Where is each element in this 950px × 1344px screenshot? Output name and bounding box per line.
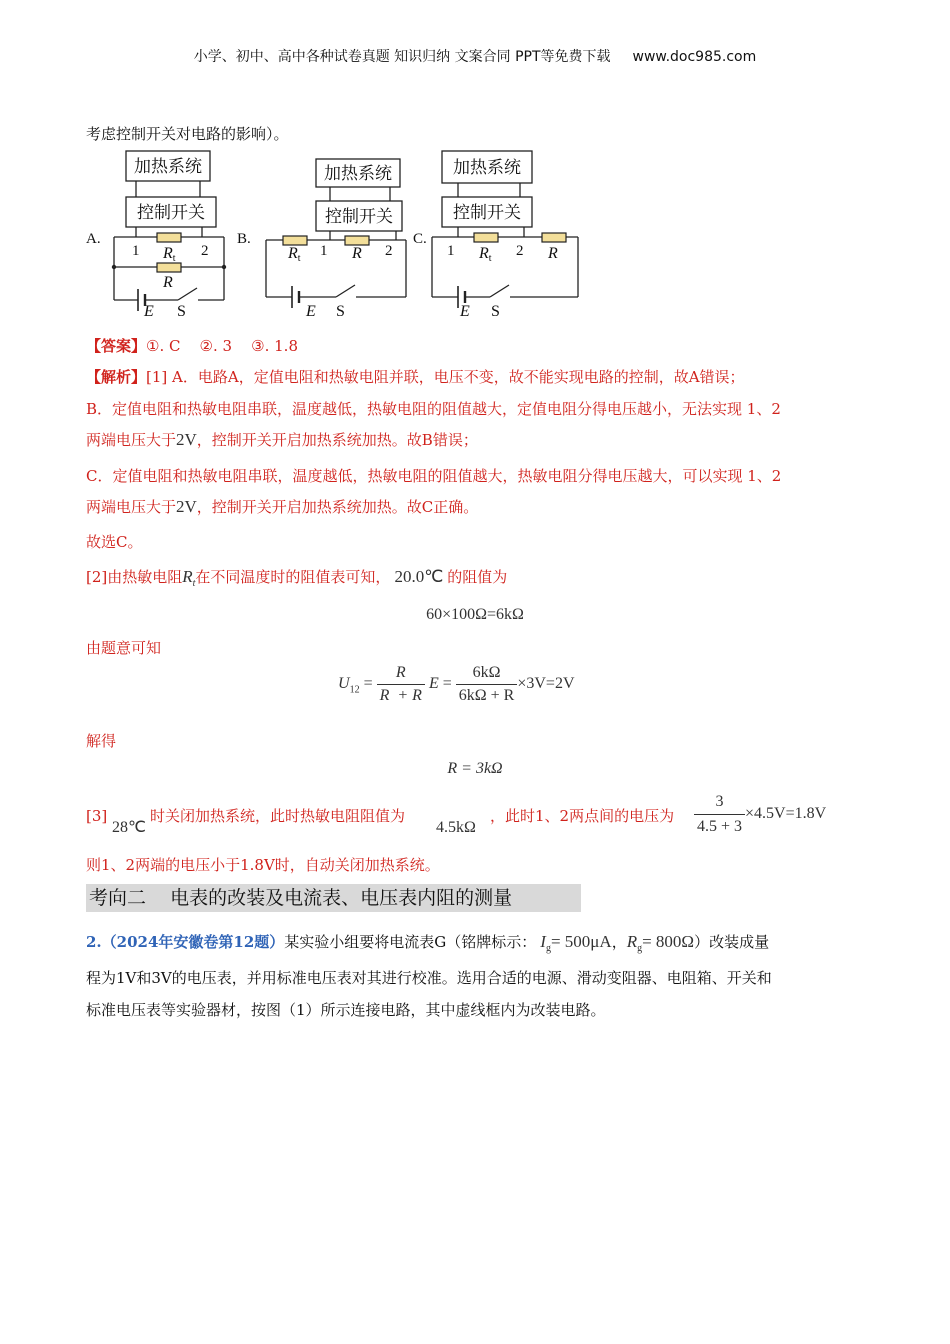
temp-20: 20.0℃ (394, 567, 444, 586)
c-heat-text: 加热系统 (453, 158, 521, 177)
c-node1: 1 (447, 243, 455, 259)
equation-4: $\frac{3}{4.5 + 3}$ ×4.5V=1.8V (694, 792, 826, 837)
b-switch-text: 控制开关 (325, 207, 393, 226)
equation-3: R = 3kΩ (447, 760, 503, 777)
analysis-p4: 故选C。 (86, 533, 143, 551)
intro-line: 考虑控制开关对电路的影响）。 (86, 125, 289, 143)
a-resistor-r (157, 263, 181, 272)
voltage-2v-c: 2V (176, 497, 197, 516)
analysis-p6: 由题意可知 (86, 639, 162, 657)
b-e-label: E (306, 303, 316, 320)
res-4-5k: 4.5kΩ (436, 819, 476, 836)
eq2-fraction-2: $\frac{6k\Omega}{6k\Omega + R}$ (456, 664, 518, 705)
equation-2: $U_{12}$ = $\frac{R}{R + R}$ E = $\frac{6k\Omega}{6k\Omega + R}$ ×3V=2V (338, 664, 575, 704)
analysis-p7: 解得 (86, 732, 117, 750)
question-2-label: 2.（2024年安徽卷第12题） (86, 933, 285, 951)
a-r-label: R (163, 274, 173, 291)
a-rt-label: Rt (163, 245, 176, 264)
voltage-2v: 2V (176, 430, 197, 449)
b-rt-label: Rt (288, 245, 301, 264)
a-heat-text: 加热系统 (134, 157, 202, 176)
analysis-p3a: C．定值电阻和热敏电阻串联，温度越低，热敏电阻的阻值越大，热敏电阻分得电压越大，可以实现 1、2 (86, 467, 782, 485)
analysis-p2b: 两端电压大于2V，控制开关开启加热系统加热。故B错误； (86, 430, 478, 449)
b-node1: 1 (320, 243, 328, 259)
option-c-label: C. (413, 231, 427, 247)
c-r-label: R (548, 245, 558, 262)
circuit-figure (80, 145, 600, 325)
c-rt-label: Rt (479, 245, 492, 264)
eq2-fraction-1: $\frac{R}{R + R}$ (377, 664, 425, 705)
c-resistor-rt (474, 233, 498, 242)
c-resistor-r (542, 233, 566, 242)
b-resistor-rt (283, 236, 307, 245)
c-s-label: S (491, 303, 500, 320)
a-resistor-rt (157, 233, 181, 242)
analysis-label: 【解析】 (86, 368, 147, 386)
page-header (0, 46, 950, 66)
answer-line (86, 336, 298, 356)
section-title: 考向二 电表的改装及电流表、电压表内阻的测量 (86, 884, 581, 912)
answer-label: 【答案】 (86, 337, 147, 355)
a-node1: 1 (132, 243, 140, 259)
b-r-label: R (352, 245, 362, 262)
b-node2: 2 (385, 243, 393, 259)
analysis-p1 (86, 367, 745, 387)
a-node2: 2 (201, 243, 209, 259)
analysis-p2a: B．定值电阻和热敏电阻串联，温度越低，热敏电阻的阻值越大，定值电阻分得电压越小，无法实现 1、2 (86, 400, 781, 418)
question-2-line2: 程为1V和3V的电压表，并用标准电压表对其进行校准。选用合适的电源、滑动变阻器、电阻箱、开关和 (86, 969, 772, 987)
c-switch-text: 控制开关 (453, 203, 521, 222)
a-switch-text: 控制开关 (137, 203, 205, 222)
a-s-label: S (177, 303, 186, 320)
b-heat-text: 加热系统 (324, 164, 392, 183)
option-a-label: A. (86, 231, 101, 247)
c-node2: 2 (516, 243, 524, 259)
b-s-label: S (336, 303, 345, 320)
a-e-label: E (144, 303, 154, 320)
analysis-p3b: 两端电压大于2V，控制开关开启加热系统加热。故C正确。 (86, 497, 479, 516)
header-url: www.doc985.com (632, 49, 757, 65)
question-2-line3: 标准电压表等实验器材，按图（1）所示连接电路，其中虚线框内为改装电路。 (86, 1001, 606, 1019)
c-e-label: E (460, 303, 470, 320)
equation-1: 60×100Ω=6kΩ (426, 606, 524, 623)
analysis-p9: 则1、2两端的电压小于1.8V时，自动关闭加热系统。 (86, 856, 440, 874)
b-resistor-r (345, 236, 369, 245)
analysis-p1-text: [1] A．电路A，定值电阻和热敏电阻并联，电压不变，故不能实现电路的控制，故A错误； (146, 368, 745, 386)
temp-28: 28℃ (112, 819, 146, 836)
answer-text: ①. C ②. 3 ③. 1.8 (146, 337, 298, 355)
option-b-label: B. (237, 231, 251, 247)
question-2-line1: 2.（2024年安徽卷第12题）某实验小组要将电流表G（铭牌标示： $I_g= 500\mu A$，$R_g= 800\Omega$）改装成量 (86, 932, 770, 954)
header-left-text: 小学、初中、高中各种试卷真题 知识归纳 文案合同 PPT等免费下载 (193, 49, 611, 65)
analysis-p5: [2]由热敏电阻$R_t$在不同温度时的阻值表可知， 20.0℃ 的阻值为 (86, 567, 508, 589)
